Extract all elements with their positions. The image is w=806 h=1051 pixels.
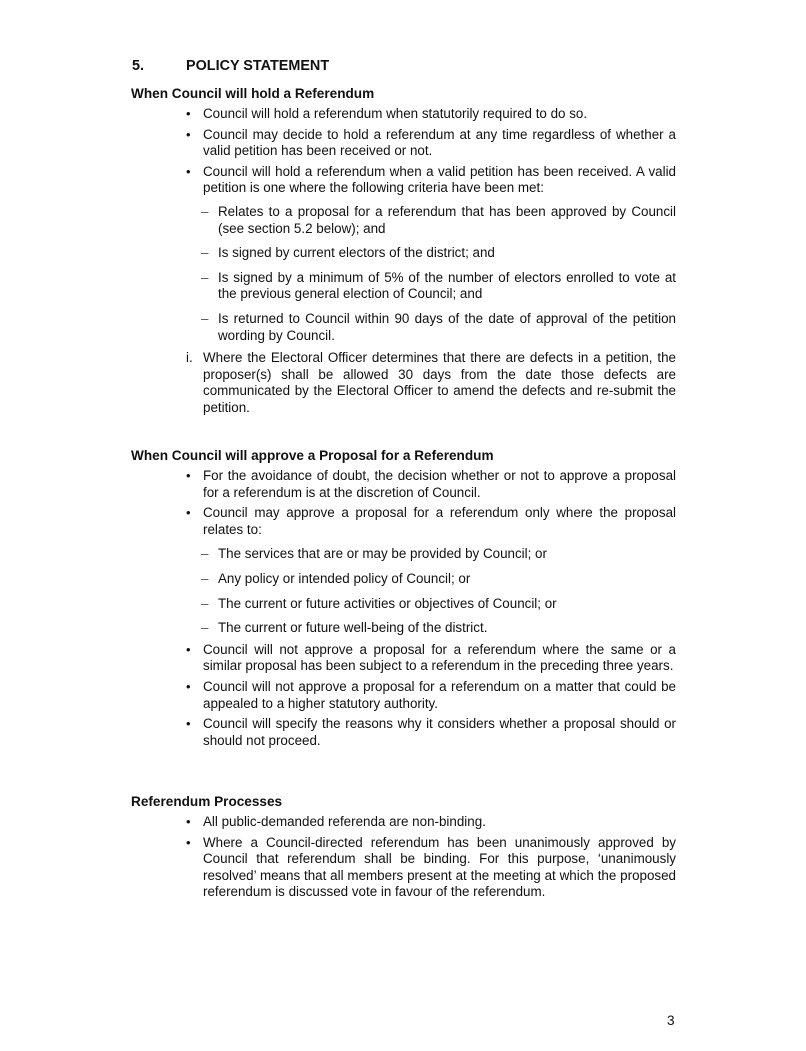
sub-list-item bbox=[186, 204, 676, 237]
bullet-marker: • bbox=[186, 126, 191, 142]
bullet-marker: • bbox=[186, 641, 191, 657]
bullet-marker: • bbox=[186, 163, 191, 179]
list-item-text: Council will not approve a proposal for a referendum where the same or a similar proposal has been subject to a referendum in the preceding three years. bbox=[203, 641, 676, 674]
section-heading bbox=[132, 58, 329, 74]
sub-list-item bbox=[186, 596, 676, 613]
sub-list-item-text: Relates to a proposal for a referendum that has been approved by Council (see section 5.2 below); and bbox=[218, 203, 676, 236]
list-item-text: Council will hold a referendum when a valid petition has been received. A valid petition is one where the following criteria have been met: bbox=[203, 163, 676, 196]
list-item-text: Council will hold a referendum when statutorily required to do so. bbox=[203, 106, 588, 121]
section-title: POLICY STATEMENT bbox=[186, 58, 330, 74]
bullet-marker: • bbox=[186, 106, 191, 121]
sub-list-item bbox=[186, 245, 676, 262]
bullet-marker: • bbox=[186, 834, 191, 850]
list-item bbox=[186, 835, 676, 901]
dash-marker: – bbox=[201, 570, 209, 586]
dash-marker: – bbox=[201, 310, 209, 326]
list-hold-referendum bbox=[186, 106, 676, 417]
bullet-marker: • bbox=[186, 678, 191, 694]
dash-marker: – bbox=[201, 203, 209, 219]
list-item bbox=[186, 505, 676, 538]
sub-list-item-text: Any policy or intended policy of Council; or bbox=[218, 570, 471, 586]
sub-list-item-text: The current or future activities or objectives of Council; or bbox=[218, 595, 557, 611]
sub-list-item-text: Is signed by a minimum of 5% of the number of electors enrolled to vote at the previous general election of Council; and bbox=[218, 269, 676, 302]
sub-list-item bbox=[186, 571, 676, 588]
bullet-marker: • bbox=[186, 505, 191, 521]
list-item-text: Council may approve a proposal for a referendum only where the proposal relates to: bbox=[203, 505, 676, 537]
roman-marker: i. bbox=[186, 350, 193, 366]
subheading-hold-referendum: When Council will hold a Referendum bbox=[131, 86, 375, 101]
list-item-text: Council will specify the reasons why it considers whether a proposal should or should not proceed. bbox=[203, 716, 676, 748]
list-item bbox=[186, 468, 676, 501]
dash-marker: – bbox=[201, 546, 209, 562]
list-item-text: Council will not approve a proposal for a referendum on a matter that could be appealed to a higher statutory authority. bbox=[203, 678, 676, 711]
sub-list-item bbox=[186, 270, 676, 303]
dash-marker: – bbox=[201, 269, 209, 285]
sub-list-item bbox=[186, 620, 676, 637]
list-item-text: Where the Electoral Officer determines that there are defects in a petition, the proposer(s) shall be allowed 30 days from the date those defects are communicated by the Electoral Officer to amend the defects and re-submit the petition. bbox=[203, 350, 676, 415]
list-item-text: Council may decide to hold a referendum at any time regardless of whether a valid petition has been received or not. bbox=[203, 126, 676, 159]
sub-list-item-text: Is signed by current electors of the district; and bbox=[218, 245, 495, 261]
list-item bbox=[186, 106, 676, 123]
subheading-approve-proposal: When Council will approve a Proposal for a Referendum bbox=[131, 448, 494, 463]
list-item bbox=[186, 679, 676, 712]
list-referendum-processes bbox=[186, 814, 676, 901]
page-number: 3 bbox=[667, 1013, 675, 1028]
list-item-text: For the avoidance of doubt, the decision whether or not to approve a proposal for a referendum is at the discretion of Council. bbox=[203, 468, 676, 500]
list-item bbox=[186, 814, 676, 831]
list-item bbox=[186, 164, 676, 197]
list-item bbox=[186, 642, 676, 675]
bullet-marker: • bbox=[186, 814, 191, 829]
dash-marker: – bbox=[201, 245, 209, 261]
list-item bbox=[186, 127, 676, 160]
list-item-text: All public-demanded referenda are non-binding. bbox=[203, 814, 486, 829]
sub-list-item-text: The current or future well-being of the district. bbox=[218, 620, 488, 636]
bullet-marker: • bbox=[186, 468, 191, 483]
sub-list-item bbox=[186, 311, 676, 344]
dash-marker: – bbox=[201, 620, 209, 636]
sub-list-item bbox=[186, 546, 676, 563]
section-number: 5. bbox=[132, 58, 145, 74]
list-approve-proposal bbox=[186, 468, 676, 749]
sub-list-item-text: Is returned to Council within 90 days of the date of approval of the petition wording by Council. bbox=[218, 310, 676, 343]
bullet-marker: • bbox=[186, 716, 191, 732]
list-item bbox=[186, 716, 676, 749]
list-item-text: Where a Council-directed referendum has been unanimously approved by Council that referendum shall be binding. For this purpose, ‘unanimously resolved’ means that all members present at the meeting at which the proposed referendum is discussed vote in favour of the referendum. bbox=[203, 834, 676, 900]
sub-list-item-text: The services that are or may be provided by Council; or bbox=[218, 546, 547, 562]
subheading-referendum-processes: Referendum Processes bbox=[131, 794, 283, 809]
dash-marker: – bbox=[201, 595, 209, 611]
list-item bbox=[186, 350, 676, 416]
